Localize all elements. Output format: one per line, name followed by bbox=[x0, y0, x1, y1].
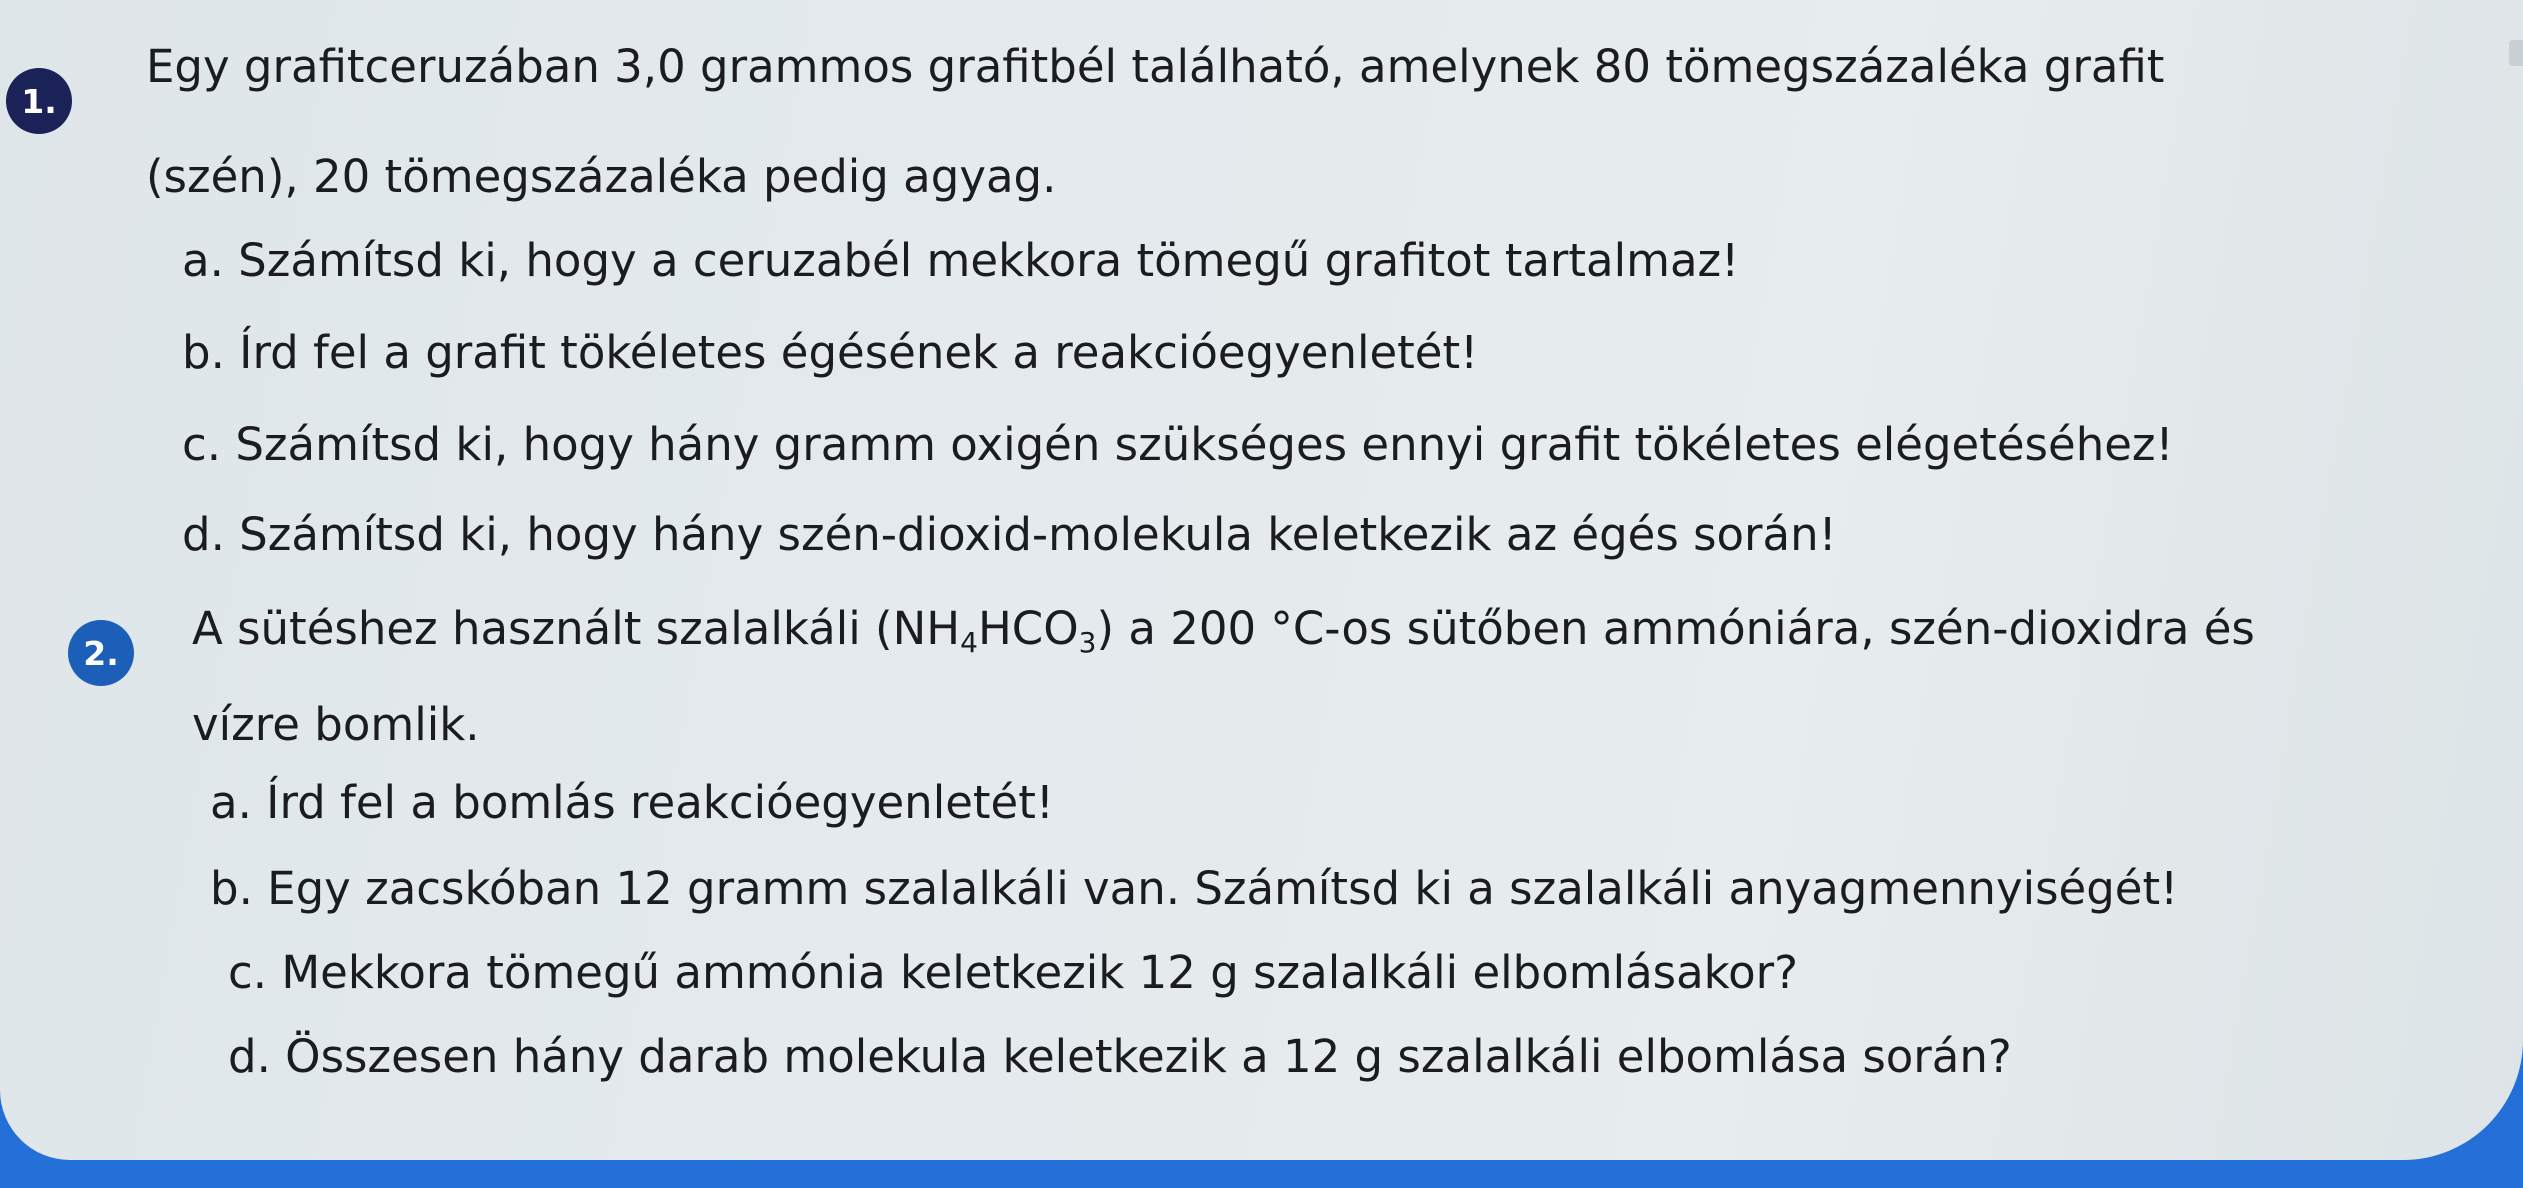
question-2-item-b: b. Egy zacskóban 12 gramm szalalkáli van. Számítsd ki a szalalkáli anyagmennyiségét! bbox=[210, 862, 2179, 915]
question-2-number-badge bbox=[68, 620, 134, 686]
question-1-number-badge bbox=[6, 68, 72, 134]
question-1-item-c: c. Számítsd ki, hogy hány gramm oxigén szükséges ennyi grafit tökéletes elégetéséhez! bbox=[182, 418, 2174, 471]
carbonate-subscript: 3 bbox=[1078, 626, 1097, 659]
question-1-number: 1. bbox=[21, 81, 57, 121]
question-2-line-1-middle: HCO bbox=[977, 602, 1079, 655]
question-2-item-c: c. Mekkora tömegű ammónia keletkezik 12 g szalalkáli elbomlásakor? bbox=[228, 946, 1799, 999]
question-2-text-line-1 bbox=[192, 602, 2255, 659]
ammonium-subscript: 4 bbox=[960, 626, 978, 659]
question-2-number: 2. bbox=[83, 633, 119, 673]
scroll-edge-marker bbox=[2509, 40, 2523, 66]
question-2-line-1-end: ) a 200 °C-os sütőben ammóniára, szén-dioxidra és bbox=[1096, 602, 2255, 655]
question-1-item-b: b. Írd fel a grafit tökéletes égésének a reakcióegyenletét! bbox=[182, 326, 1479, 379]
question-1-item-a: a. Számítsd ki, hogy a ceruzabél mekkora tömegű grafitot tartalmaz! bbox=[182, 234, 1740, 287]
question-2-item-a: a. Írd fel a bomlás reakcióegyenletét! bbox=[210, 776, 1054, 829]
question-2-text-line-2: vízre bomlik. bbox=[192, 698, 480, 751]
question-1-text-line-1: Egy grafitceruzában 3,0 grammos grafitbél található, amelynek 80 tömegszázaléka grafit bbox=[146, 40, 2165, 93]
question-2-item-d: d. Összesen hány darab molekula keletkezik a 12 g szalalkáli elbomlása során? bbox=[228, 1030, 2012, 1083]
question-1-item-d: d. Számítsd ki, hogy hány szén-dioxid-molekula keletkezik az égés során! bbox=[182, 508, 1837, 561]
question-2-line-1-start: A sütéshez használt szalalkáli (NH bbox=[192, 602, 961, 655]
question-1-text-line-2: (szén), 20 tömegszázaléka pedig agyag. bbox=[146, 150, 1057, 203]
